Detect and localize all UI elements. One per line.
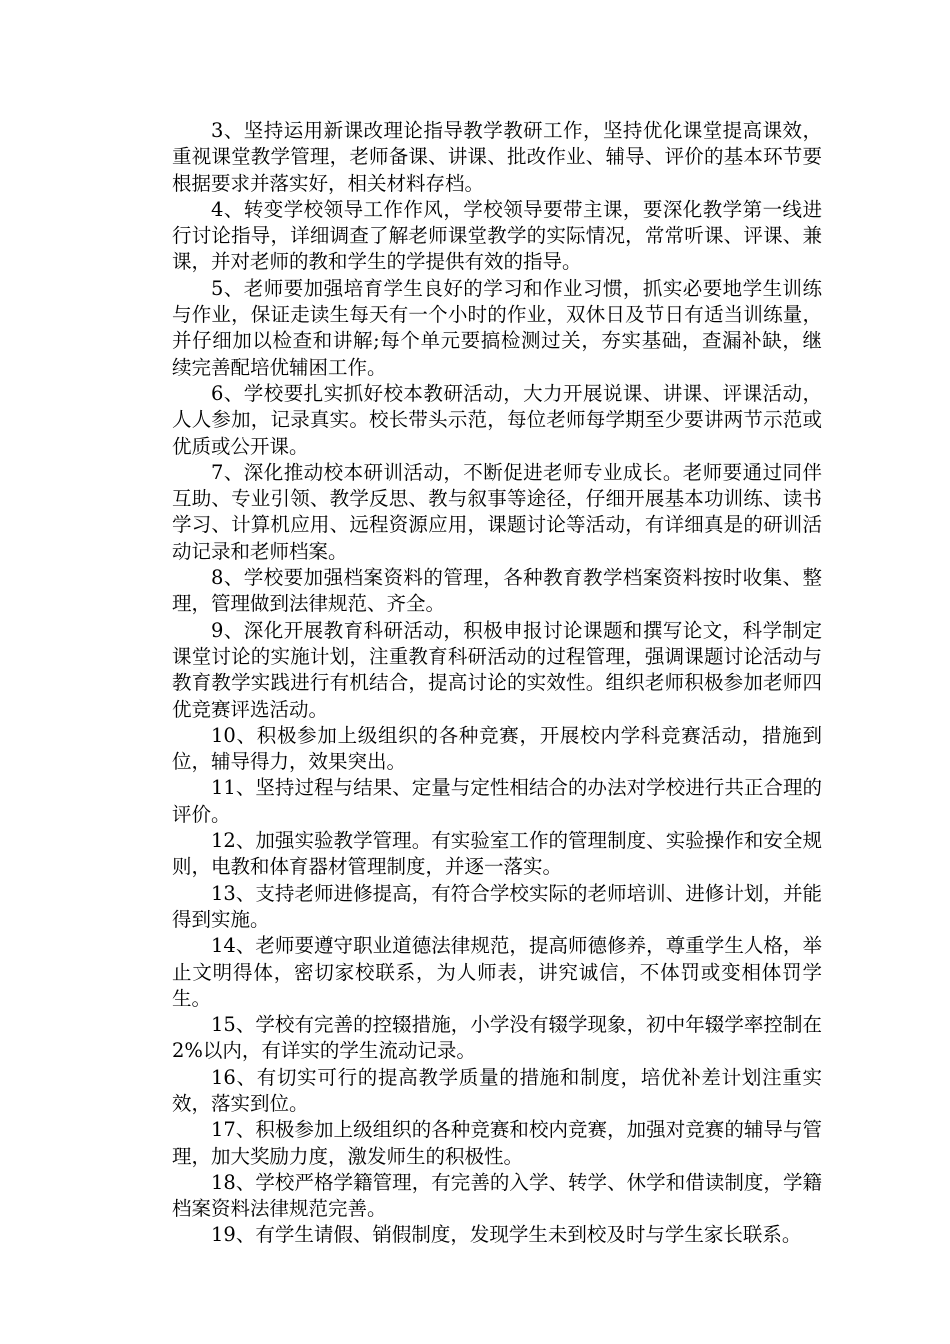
paragraph-item-10: 10、积极参加上级组织的各种竞赛，开展校内学科竞赛活动，措施到位，辅导得力，效果突出。 [172,723,822,774]
paragraph-item-16: 16、有切实可行的提高教学质量的措施和制度，培优补差计划注重实效，落实到位。 [172,1065,822,1115]
paragraph-item-9: 9、深化开展教育科研活动，积极申报讨论课题和撰写论文，科学制定课堂讨论的实施计划，注重教育科研活动的过程管理，强调课题讨论活动与教育教学实践进行有机结合，提高讨论的实效性。组织老师积极参加老师四优竞赛评选活动。 [172,618,822,721]
paragraph-item-11: 11、坚持过程与结果、定量与定性相结合的办法对学校进行共正合理的评价。 [172,776,822,826]
paragraph-item-5: 5、老师要加强培育学生良好的学习和作业习惯，抓实必要地学生训练与作业，保证走读生每天有一个小时的作业，双休日及节日有适当训练量，并仔细加以检查和讲解;每个单元要搞检测过关，夯实基础，查漏补缺，继续完善配培优辅困工作。 [172,276,822,379]
paragraph-item-14: 14、老师要遵守职业道德法律规范，提高师德修养，尊重学生人格，举止文明得体，密切家校联系，为人师表，讲究诚信，不体罚或变相体罚学生。 [172,934,822,1010]
paragraph-item-3: 3、坚持运用新课改理论指导教学教研工作，坚持优化课堂提高课效，重视课堂教学管理，老师备课、讲课、批改作业、辅导、评价的基本环节要根据要求并落实好，相关材料存档。 [172,119,822,195]
paragraph-item-8: 8、学校要加强档案资料的管理，各种教育教学档案资料按时收集、整理，管理做到法律规范、齐全。 [172,566,822,616]
paragraph-item-13: 13、支持老师进修提高，有符合学校实际的老师培训、进修计划，并能得到实施。 [172,881,822,931]
paragraph-item-15: 15、学校有完善的控辍措施，小学没有辍学现象，初中年辍学率控制在 2%以内，有详实的学生流动记录。 [172,1013,822,1063]
paragraph-item-6: 6、学校要扎实抓好校本教研活动，大力开展说课、讲课、评课活动，人人参加，记录真实。校长带头示范，每位老师每学期至少要讲两节示范或优质或公开课。 [172,381,822,458]
paragraph-item-18: 18、学校严格学籍管理，有完善的入学、转学、休学和借读制度，学籍档案资料法律规范完善。 [172,1170,822,1221]
paragraph-item-7: 7、深化推动校本研训活动，不断促进老师专业成长。老师要通过同伴互助、专业引领、教学反思、教与叙事等途径，仔细开展基本功训练、读书学习、计算机应用、远程资源应用，课题讨论等活动，有详细真是的研训活动记录和老师档案。 [172,460,822,563]
document-body [172,118,822,1249]
paragraph-item-12: 12、加强实验教学管理。有实验室工作的管理制度、实验操作和安全规则，电教和体育器材管理制度，并逐一落实。 [172,829,822,879]
paragraph-item-19: 19、有学生请假、销假制度，发现学生未到校及时与学生家长联系。 [211,1223,802,1247]
paragraph-item-4: 4、转变学校领导工作作风，学校领导要带主课，要深化教学第一线进行讨论指导，详细调查了解老师课堂教学的实际情况，常常听课、评课、兼课，并对老师的教和学生的学提供有效的指导。 [172,197,822,274]
paragraph-item-17: 17、积极参加上级组织的各种竞赛和校内竞赛，加强对竞赛的辅导与管理，加大奖励力度，激发师生的积极性。 [172,1118,822,1168]
